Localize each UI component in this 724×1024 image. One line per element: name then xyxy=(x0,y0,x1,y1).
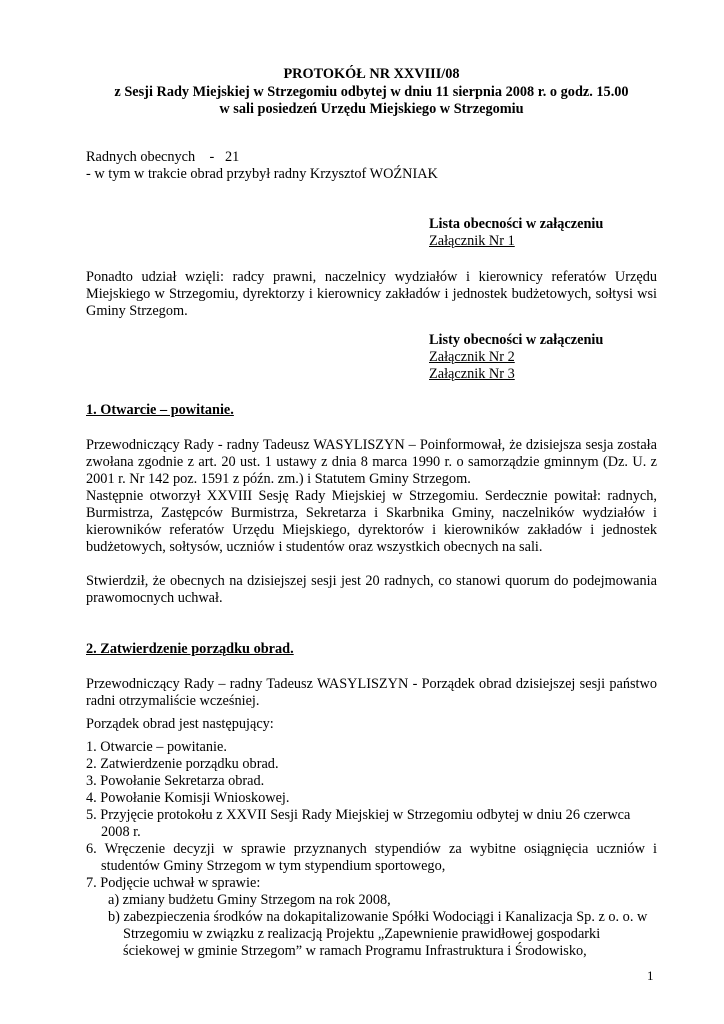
page-number: 1 xyxy=(647,968,654,983)
agenda-item: 7. Podjęcie uchwał w sprawie: xyxy=(86,875,261,891)
section1-para1: Przewodniczący Rady - radny Tadeusz WASYLISZYN – Poinformował, że dzisiejsza sesja została zwołana zgodnie z art. 20 ust. 1 ustawy z dnia 8 marca 1990 r. o samorządzie gminnym (Dz. U. z 2001 r. Nr 142 poz. 1591 z późn. zm.) i Statutem Gminy Strzegom. xyxy=(86,437,657,487)
document-subtitle-line1: z Sesji Rady Miejskiej w Strzegomiu odbytej w dniu 11 sierpnia 2008 r. o godz. 15.00 xyxy=(114,84,629,100)
agenda-item: 3. Powołanie Sekretarza obrad. xyxy=(86,773,265,789)
agenda-subitem: a) zmiany budżetu Gminy Strzegom na rok 2008, xyxy=(108,892,391,908)
attendance-lists-label: Listy obecności w załączeniu xyxy=(429,332,604,348)
agenda-subitem: b) zabezpieczenia środków na dokapitalizowanie Spółki Wodociągi i Kanalizacja Sp. z o. o. w Strzegomiu w związku z realizacją Projektu „Zapewnienie prawidłowej gospodarki ściekowej w gminie Strzegom” w ramach Programu Infrastruktura i Środowisko, xyxy=(108,909,648,959)
agenda-item: 1. Otwarcie – powitanie. xyxy=(86,739,227,755)
section1-para2: Następnie otworzył XXVIII Sesję Rady Miejskiej w Strzegomiu. Serdecznie powitał: radnych, Burmistrza, Zastępców Burmistrza, Sekretarza i Skarbnika Gminy, naczelników wydziałów i kierowników referatów Urzędu Miejskiego, dyrektorów i kierowników zakładów i jednostek budżetowych, sołtysów, uczniów i studentów oraz wszystkich obecnych na sali. xyxy=(86,488,657,555)
agenda-sublist xyxy=(86,892,657,960)
document-subtitle-line2: w sali posiedzeń Urzędu Miejskiego w Strzegomiu xyxy=(219,101,524,117)
other-participants: Ponadto udział wzięli: radcy prawni, naczelnicy wydziałów i kierownicy referatów Urzędu Miejskiego w Strzegomiu, dyrektorzy i kierownicy zakładów i jednostek budżetowych, sołtysi wsi Gminy Strzegom. xyxy=(86,269,657,319)
section2-para2: Porządek obrad jest następujący: xyxy=(86,716,274,732)
attachment-3: Załącznik Nr 3 xyxy=(429,366,515,382)
attendance-list-label: Lista obecności w załączeniu xyxy=(429,216,604,232)
section2-heading: 2. Zatwierdzenie porządku obrad. xyxy=(86,641,294,657)
document-title: PROTOKÓŁ NR XXVIII/08 xyxy=(283,66,460,82)
agenda-item: 5. Przyjęcie protokołu z XXVII Sesji Rady Miejskiej w Strzegomiu odbytej w dniu 26 czerwca 2008 r. xyxy=(86,807,631,840)
agenda-item: 4. Powołanie Komisji Wnioskowej. xyxy=(86,790,290,806)
agenda-item: 2. Zatwierdzenie porządku obrad. xyxy=(86,756,279,772)
agenda-list xyxy=(86,739,657,892)
attachment-1: Załącznik Nr 1 xyxy=(429,233,515,249)
document-page xyxy=(86,66,657,960)
section2-para1: Przewodniczący Rady – radny Tadeusz WASYLISZYN - Porządek obrad dzisiejszej sesji państwo radni otrzymaliście wcześniej. xyxy=(86,676,657,709)
agenda-item: 6. Wręczenie decyzji w sprawie przyznanych stypendiów za wybitne osiągnięcia uczniów i studentów Gminy Strzegom w tym stypendium sportowego, xyxy=(86,841,657,874)
section1-heading: 1. Otwarcie – powitanie. xyxy=(86,402,234,418)
attendance-count: Radnych obecnych - 21 xyxy=(86,149,240,165)
attachment-2: Załącznik Nr 2 xyxy=(429,349,515,365)
section1-para3: Stwierdził, że obecnych na dzisiejszej sesji jest 20 radnych, co stanowi quorum do podejmowania prawomocnych uchwał. xyxy=(86,573,657,606)
attendance-late-note: - w tym w trakcie obrad przybył radny Krzysztof WOŹNIAK xyxy=(86,166,438,182)
